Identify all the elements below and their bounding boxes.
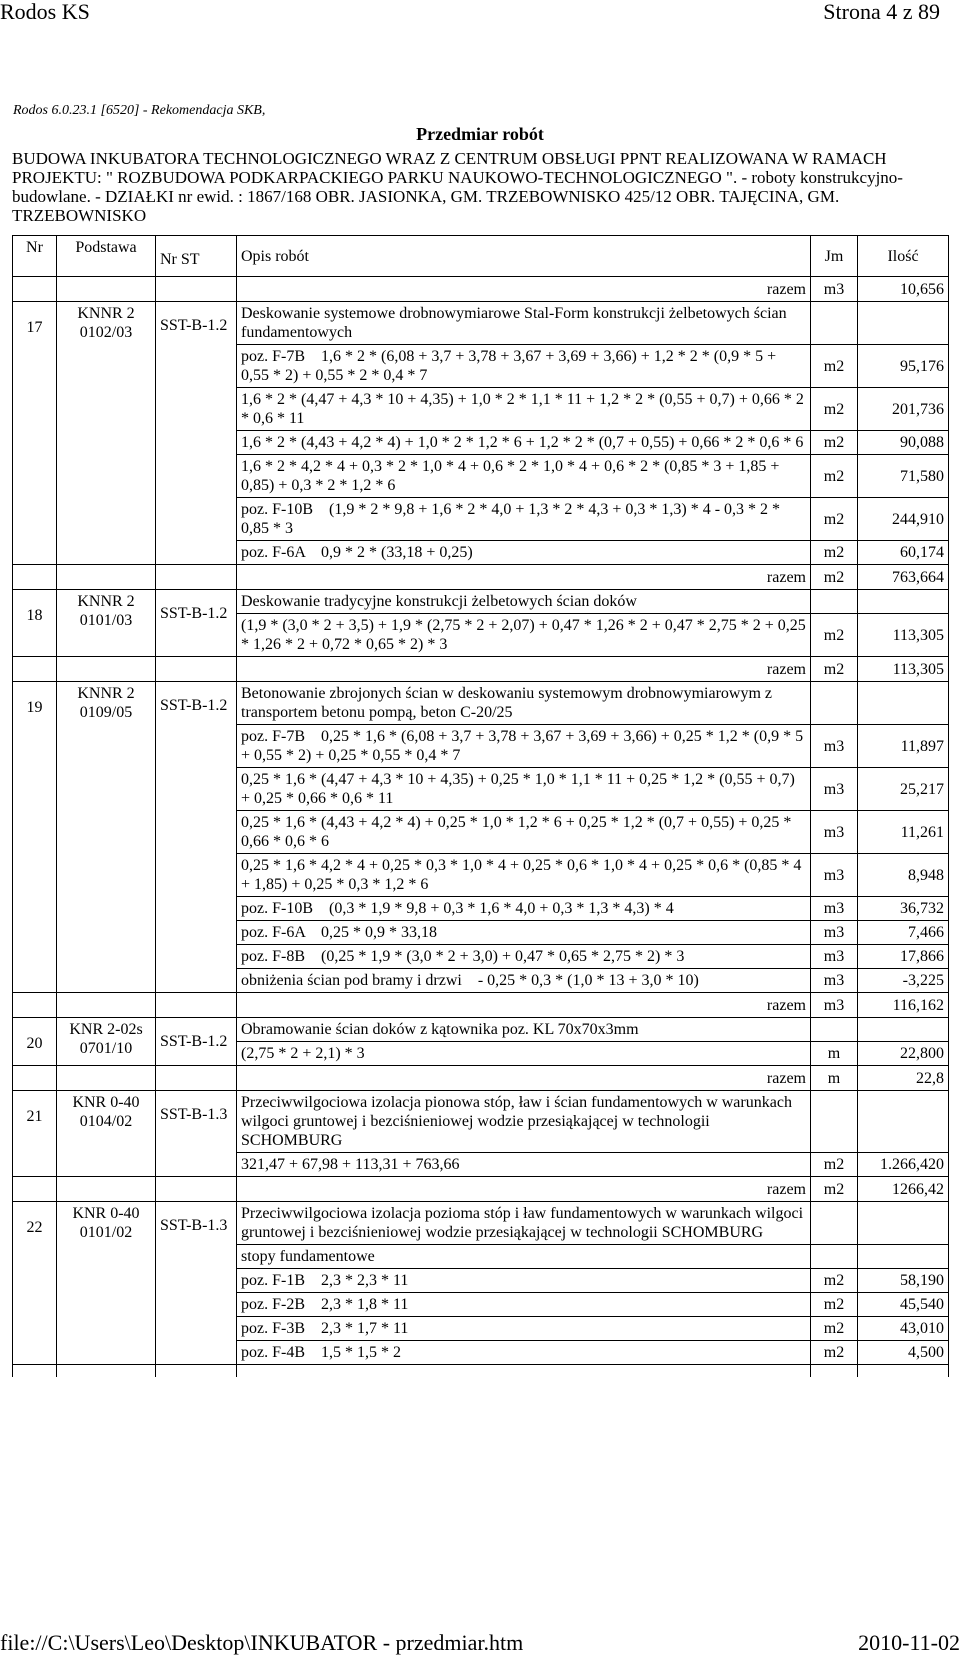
item-number bbox=[13, 1091, 57, 1177]
spacer-cell bbox=[237, 1365, 811, 1378]
measurement-formula: poz. F-8B (0,25 * 1,9 * (3,0 * 2 + 3,0) + 0,47 * 0,65 * 2,75 * 2) * 3 bbox=[237, 945, 811, 969]
spacer-cell bbox=[156, 565, 237, 590]
item-number bbox=[13, 302, 57, 565]
page-header-page-number: Strona 4 z 89 bbox=[823, 0, 940, 24]
table-row bbox=[13, 1091, 949, 1153]
spacer-cell bbox=[156, 657, 237, 682]
spacer-cell bbox=[57, 657, 156, 682]
razem-unit: m3 bbox=[811, 993, 858, 1018]
item-number-text: 17 bbox=[26, 319, 43, 336]
razem-row bbox=[13, 277, 949, 302]
razem-unit: m3 bbox=[811, 277, 858, 302]
item-quantity bbox=[858, 590, 949, 614]
measurement-formula: poz. F-1B 2,3 * 2,3 * 11 bbox=[237, 1269, 811, 1293]
razem-row bbox=[13, 1066, 949, 1091]
measurement-unit: m3 bbox=[811, 725, 858, 768]
razem-label: razem bbox=[237, 565, 811, 590]
razem-label: razem bbox=[237, 1066, 811, 1091]
project-description: BUDOWA INKUBATORA TECHNOLOGICZNEGO WRAZ Z CENTRUM OBSŁUGI PPNT REALIZOWANA W RAMACH PROJEKTU: " ROZBUDOWA PODKARPACKIEGO PARKU NAUKOWO-TECHNOLOGICZNEGO ". - roboty konstrukcyjno-budowlane. - DZIAŁKI nr ewid. : 1867/168 OBR. JASIONKA, GM. TRZEBOWNISKO 425/12 OBR. TAJĘCINA, GM. TRZEBOWNISKO bbox=[12, 149, 903, 225]
measurement-unit: m2 bbox=[811, 541, 858, 565]
measurement-formula: poz. F-6A 0,25 * 0,9 * 33,18 bbox=[237, 921, 811, 945]
measurement-quantity: 58,190 bbox=[858, 1269, 949, 1293]
razem-unit: m2 bbox=[811, 1177, 858, 1202]
spacer-cell bbox=[13, 1177, 57, 1202]
measurement-formula: 0,25 * 1,6 * (4,43 + 4,2 * 4) + 0,25 * 1,0 * 1,2 * 6 + 0,25 * 1,2 * (0,7 + 0,55) + 0,25 * 0,66 * 0,6 * 6 bbox=[237, 811, 811, 854]
table-row bbox=[13, 590, 949, 614]
item-number-text: 20 bbox=[26, 1035, 43, 1052]
item-quantity bbox=[858, 682, 949, 725]
measurement-formula: poz. F-10B (1,9 * 2 * 9,8 + 1,6 * 2 * 4,0 + 1,3 * 2 * 4,3 + 0,3 * 1,3) * 4 - 0,3 * 2 * 0,85 * 3 bbox=[237, 498, 811, 541]
spacer-cell bbox=[57, 565, 156, 590]
col-header-podstawa: Podstawa bbox=[57, 236, 156, 277]
item-basis: KNNR 2 0109/05 bbox=[57, 682, 156, 993]
item-spec-code: SST-B-1.2 bbox=[156, 682, 237, 993]
software-version: Rodos 6.0.23.1 [6520] - Rekomendacja SKB, bbox=[13, 103, 266, 118]
measurement-unit: m3 bbox=[811, 969, 858, 993]
page-footer-date: 2010-11-02 bbox=[858, 1630, 960, 1655]
measurement-formula: 0,25 * 1,6 * 4,2 * 4 + 0,25 * 0,3 * 1,0 * 4 + 0,25 * 0,6 * 1,0 * 4 + 0,25 * 0,6 * (0,85 * 4 + 1,85) + 0,25 * 0,3 * 1,2 * 6 bbox=[237, 854, 811, 897]
measurement-quantity: 36,732 bbox=[858, 897, 949, 921]
measurement-quantity: 17,866 bbox=[858, 945, 949, 969]
spacer-cell bbox=[13, 1066, 57, 1091]
item-basis: KNR 2-02s 0701/10 bbox=[57, 1018, 156, 1066]
item-spec-code: SST-B-1.2 bbox=[156, 302, 237, 565]
measurement-quantity: 7,466 bbox=[858, 921, 949, 945]
item-description: Przeciwwilgociowa izolacja pionowa stóp, ław i ścian fundamentowych w warunkach wilgoci gruntowej i bezciśnieniowej wodzie przesiąkającej w technologii SCHOMBURG bbox=[237, 1091, 811, 1153]
measurement-quantity: 8,948 bbox=[858, 854, 949, 897]
item-basis: KNR 0-40 0104/02 bbox=[57, 1091, 156, 1177]
measurement-quantity: -3,225 bbox=[858, 969, 949, 993]
measurement-unit: m2 bbox=[811, 1153, 858, 1177]
razem-quantity: 113,305 bbox=[858, 657, 949, 682]
razem-row bbox=[13, 657, 949, 682]
item-quantity bbox=[858, 1202, 949, 1245]
spacer-cell bbox=[811, 1365, 858, 1378]
measurement-quantity: 1.266,420 bbox=[858, 1153, 949, 1177]
measurement-unit: m3 bbox=[811, 811, 858, 854]
measurement-unit: m3 bbox=[811, 768, 858, 811]
spacer-cell bbox=[13, 993, 57, 1018]
spacer-cell bbox=[57, 1177, 156, 1202]
item-number bbox=[13, 1018, 57, 1066]
table-row bbox=[13, 1202, 949, 1245]
item-number-text: 22 bbox=[26, 1219, 43, 1236]
measurement-unit: m2 bbox=[811, 498, 858, 541]
table-continuation-row bbox=[13, 1365, 949, 1378]
measurement-unit: m bbox=[811, 1042, 858, 1066]
spacer-cell bbox=[13, 565, 57, 590]
measurement-formula: 1,6 * 2 * (4,43 + 4,2 * 4) + 1,0 * 2 * 1,2 * 6 + 1,2 * 2 * (0,7 + 0,55) + 0,66 * 2 * 0,6 * 6 bbox=[237, 431, 811, 455]
razem-quantity: 1266,42 bbox=[858, 1177, 949, 1202]
measurement-unit: m2 bbox=[811, 1341, 858, 1365]
item-quantity bbox=[858, 302, 949, 345]
item-unit bbox=[811, 590, 858, 614]
razem-quantity: 22,8 bbox=[858, 1066, 949, 1091]
measurement-quantity: 201,736 bbox=[858, 388, 949, 431]
measurement-quantity: 43,010 bbox=[858, 1317, 949, 1341]
item-basis: KNR 0-40 0101/02 bbox=[57, 1202, 156, 1365]
measurement-formula: stopy fundamentowe bbox=[237, 1245, 811, 1269]
item-basis: KNNR 2 0102/03 bbox=[57, 302, 156, 565]
item-quantity bbox=[858, 1091, 949, 1153]
measurement-quantity: 4,500 bbox=[858, 1341, 949, 1365]
spacer-cell bbox=[13, 657, 57, 682]
spacer-cell bbox=[156, 1365, 237, 1378]
col-header-opis: Opis robót bbox=[237, 236, 811, 277]
measurement-formula: poz. F-6A 0,9 * 2 * (33,18 + 0,25) bbox=[237, 541, 811, 565]
table-row bbox=[13, 302, 949, 345]
measurement-quantity: 90,088 bbox=[858, 431, 949, 455]
item-spec-code: SST-B-1.3 bbox=[156, 1091, 237, 1177]
bill-of-quantities-table bbox=[12, 235, 949, 1377]
razem-label: razem bbox=[237, 993, 811, 1018]
measurement-unit: m2 bbox=[811, 455, 858, 498]
razem-row bbox=[13, 1177, 949, 1202]
item-description: Deskowanie tradycyjne konstrukcji żelbetowych ścian doków bbox=[237, 590, 811, 614]
measurement-unit: m2 bbox=[811, 431, 858, 455]
razem-row bbox=[13, 993, 949, 1018]
measurement-formula: 1,6 * 2 * (4,47 + 4,3 * 10 + 4,35) + 1,0 * 2 * 1,1 * 11 + 1,2 * 2 * (0,55 + 0,7) + 0,66 * 2 * 0,6 * 11 bbox=[237, 388, 811, 431]
item-quantity bbox=[858, 1018, 949, 1042]
measurement-quantity: 113,305 bbox=[858, 614, 949, 657]
razem-quantity: 10,656 bbox=[858, 277, 949, 302]
table-row bbox=[13, 1018, 949, 1042]
measurement-unit: m2 bbox=[811, 1269, 858, 1293]
spacer-cell bbox=[57, 993, 156, 1018]
page-footer-path: file://C:\Users\Leo\Desktop\INKUBATOR - przedmiar.htm bbox=[0, 1630, 524, 1655]
item-unit bbox=[811, 1202, 858, 1245]
measurement-unit: m3 bbox=[811, 897, 858, 921]
document-title: Przedmiar robót bbox=[416, 124, 544, 144]
razem-row bbox=[13, 565, 949, 590]
razem-quantity: 116,162 bbox=[858, 993, 949, 1018]
item-number-text: 21 bbox=[26, 1108, 43, 1125]
measurement-quantity: 11,261 bbox=[858, 811, 949, 854]
item-number bbox=[13, 590, 57, 657]
measurement-unit: m3 bbox=[811, 945, 858, 969]
item-description: Deskowanie systemowe drobnowymiarowe Stal-Form konstrukcji żelbetowych ścian fundamentowych bbox=[237, 302, 811, 345]
measurement-formula: 1,6 * 2 * 4,2 * 4 + 0,3 * 2 * 1,0 * 4 + 0,6 * 2 * 1,0 * 4 + 0,6 * 2 * (0,85 * 3 + 1,85 + 0,85) + 0,3 * 2 * 1,2 * 6 bbox=[237, 455, 811, 498]
spacer-cell bbox=[156, 1177, 237, 1202]
razem-quantity: 763,664 bbox=[858, 565, 949, 590]
spacer-cell bbox=[156, 993, 237, 1018]
item-number-text: 19 bbox=[26, 699, 43, 716]
item-description: Obramowanie ścian doków z kątownika poz. KL 70x70x3mm bbox=[237, 1018, 811, 1042]
measurement-formula: obniżenia ścian pod bramy i drzwi - 0,25 * 0,3 * (1,0 * 13 + 3,0 * 10) bbox=[237, 969, 811, 993]
table-body bbox=[13, 277, 949, 1378]
measurement-unit: m3 bbox=[811, 921, 858, 945]
item-unit bbox=[811, 1018, 858, 1042]
item-unit bbox=[811, 682, 858, 725]
razem-label: razem bbox=[237, 657, 811, 682]
razem-unit: m2 bbox=[811, 565, 858, 590]
measurement-quantity: 71,580 bbox=[858, 455, 949, 498]
item-number bbox=[13, 1202, 57, 1365]
measurement-formula: poz. F-4B 1,5 * 1,5 * 2 bbox=[237, 1341, 811, 1365]
measurement-unit bbox=[811, 1245, 858, 1269]
item-basis: KNNR 2 0101/03 bbox=[57, 590, 156, 657]
spacer-cell bbox=[57, 1365, 156, 1378]
measurement-formula: 0,25 * 1,6 * (4,47 + 4,3 * 10 + 4,35) + 0,25 * 1,0 * 1,1 * 11 + 0,25 * 1,2 * (0,55 + 0,7) + 0,25 * 0,66 * 0,6 * 11 bbox=[237, 768, 811, 811]
col-header-ilosc: Ilość bbox=[858, 236, 949, 277]
measurement-formula: poz. F-7B 1,6 * 2 * (6,08 + 3,7 + 3,78 + 3,67 + 3,69 + 3,66) + 1,2 * 2 * (0,9 * 5 + 0,55 * 2) + 0,55 * 2 * 0,4 * 7 bbox=[237, 345, 811, 388]
item-spec-code: SST-B-1.3 bbox=[156, 1202, 237, 1365]
item-description: Przeciwwilgociowa izolacja pozioma stóp i ław fundamentowych w warunkach wilgoci gruntowej i bezciśnieniowej wodzie przesiąkającej w technologii SCHOMBURG bbox=[237, 1202, 811, 1245]
spacer-cell bbox=[13, 1365, 57, 1378]
measurement-unit: m2 bbox=[811, 614, 858, 657]
page-header-title: Rodos KS bbox=[0, 0, 90, 24]
table-header-row bbox=[13, 236, 949, 277]
spacer-cell bbox=[57, 1066, 156, 1091]
spacer-cell bbox=[156, 1066, 237, 1091]
measurement-formula: poz. F-2B 2,3 * 1,8 * 11 bbox=[237, 1293, 811, 1317]
col-header-nr-st: Nr ST bbox=[156, 236, 237, 277]
item-spec-code: SST-B-1.2 bbox=[156, 1018, 237, 1066]
razem-label: razem bbox=[237, 277, 811, 302]
item-unit bbox=[811, 1091, 858, 1153]
item-unit bbox=[811, 302, 858, 345]
measurement-unit: m2 bbox=[811, 1317, 858, 1341]
measurement-formula: poz. F-3B 2,3 * 1,7 * 11 bbox=[237, 1317, 811, 1341]
measurement-formula: 321,47 + 67,98 + 113,31 + 763,66 bbox=[237, 1153, 811, 1177]
item-number bbox=[13, 682, 57, 993]
measurement-unit: m2 bbox=[811, 345, 858, 388]
measurement-formula: (1,9 * (3,0 * 2 + 3,5) + 1,9 * (2,75 * 2 + 2,07) + 0,47 * 1,26 * 2 + 0,47 * 2,75 * 2 + 0,25 * 1,26 * 2 + 0,72 * 0,65 * 2) * 3 bbox=[237, 614, 811, 657]
measurement-quantity: 95,176 bbox=[858, 345, 949, 388]
measurement-unit: m2 bbox=[811, 388, 858, 431]
measurement-formula: (2,75 * 2 + 2,1) * 3 bbox=[237, 1042, 811, 1066]
measurement-quantity: 60,174 bbox=[858, 541, 949, 565]
razem-unit: m2 bbox=[811, 657, 858, 682]
table-row bbox=[13, 682, 949, 725]
item-number-text: 18 bbox=[26, 607, 43, 624]
measurement-unit: m3 bbox=[811, 854, 858, 897]
col-header-jm: Jm bbox=[811, 236, 858, 277]
measurement-quantity bbox=[858, 1245, 949, 1269]
razem-label: razem bbox=[237, 1177, 811, 1202]
measurement-formula: poz. F-10B (0,3 * 1,9 * 9,8 + 0,3 * 1,6 * 4,0 + 0,3 * 1,3 * 4,3) * 4 bbox=[237, 897, 811, 921]
razem-unit: m bbox=[811, 1066, 858, 1091]
spacer-cell bbox=[858, 1365, 949, 1378]
measurement-formula: poz. F-7B 0,25 * 1,6 * (6,08 + 3,7 + 3,78 + 3,67 + 3,69 + 3,66) + 0,25 * 1,2 * (0,9 * 5 + 0,55 * 2) + 0,25 * 0,55 * 0,4 * 7 bbox=[237, 725, 811, 768]
measurement-unit: m2 bbox=[811, 1293, 858, 1317]
measurement-quantity: 22,800 bbox=[858, 1042, 949, 1066]
measurement-quantity: 45,540 bbox=[858, 1293, 949, 1317]
col-header-nr: Nr bbox=[13, 236, 57, 277]
item-spec-code: SST-B-1.2 bbox=[156, 590, 237, 657]
measurement-quantity: 11,897 bbox=[858, 725, 949, 768]
measurement-quantity: 244,910 bbox=[858, 498, 949, 541]
item-description: Betonowanie zbrojonych ścian w deskowaniu systemowym drobnowymiarowym z transportem betonu pompą, beton C-20/25 bbox=[237, 682, 811, 725]
measurement-quantity: 25,217 bbox=[858, 768, 949, 811]
